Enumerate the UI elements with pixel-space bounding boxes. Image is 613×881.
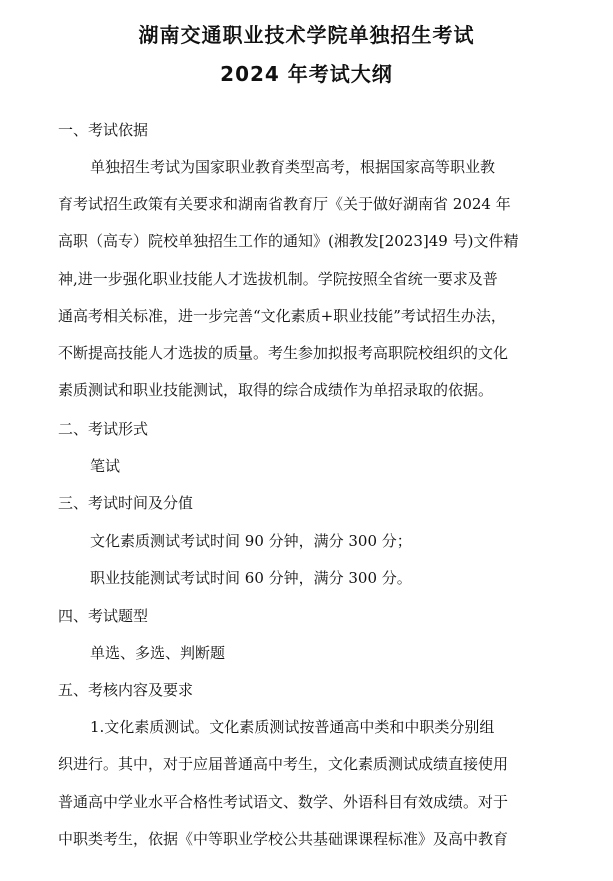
section-heading-basis: 一、考试依据 <box>58 121 149 139</box>
paragraph-line: 通高考相关标准，进一步完善“文化素质+职业技能”考试招生办法， <box>58 307 506 325</box>
section-heading-time-score: 三、考试时间及分值 <box>58 494 194 512</box>
paragraph-line: 中职类考生，依据《中等职业学校公共基础课课程标准》及高中教育 <box>58 830 509 848</box>
section-heading-format: 二、考试形式 <box>58 420 149 438</box>
paragraph-line: 职业技能测试考试时间 60 分钟，满分 300 分。 <box>90 569 412 587</box>
paragraph-line: 织进行。其中，对于应届普通高中考生，文化素质测试成绩直接使用 <box>58 755 509 773</box>
document-subtitle: 2024 年考试大纲 <box>220 62 393 86</box>
paragraph-line: 神,进一步强化职业技能人才选拔机制。学院按照全省统一要求及普 <box>58 270 498 288</box>
paragraph-line: 不断提高技能人才选拔的质量。考生参加拟报考高职院校组织的文化 <box>58 344 509 362</box>
document-title: 湖南交通职业技术学院单独招生考试 <box>138 23 475 47</box>
paragraph-line: 单独招生考试为国家职业教育类型高考，根据国家高等职业教 <box>90 158 496 176</box>
paragraph-line: 文化素质测试考试时间 90 分钟，满分 300 分； <box>90 532 412 550</box>
paragraph-line: 高职（高专）院校单独招生工作的通知》(湘教发[2023]49 号)文件精 <box>58 232 519 250</box>
paragraph-line: 普通高中学业水平合格性考试语文、数学、外语科目有效成绩。对于 <box>58 793 509 811</box>
paragraph-line: 单选、多选、判断题 <box>90 644 226 662</box>
paragraph-line: 育考试招生政策有关要求和湖南省教育厅《关于做好湖南省 2024 年 <box>58 195 511 213</box>
paragraph-line: 素质测试和职业技能测试，取得的综合成绩作为单招录取的依据。 <box>58 381 494 399</box>
section-heading-question-types: 四、考试题型 <box>58 607 149 625</box>
section-heading-content-requirements: 五、考核内容及要求 <box>58 681 194 699</box>
paragraph-line: 1.文化素质测试。文化素质测试按普通高中类和中职类分别组 <box>90 718 495 736</box>
paragraph-line: 笔试 <box>90 457 121 475</box>
